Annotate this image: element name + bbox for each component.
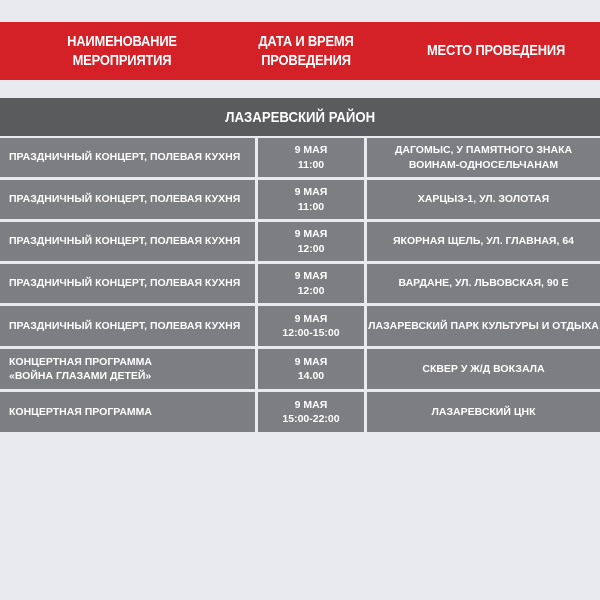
venue-line: ЛАЗАРЕВСКИЙ ЦНК bbox=[431, 405, 536, 418]
event-name-cell bbox=[0, 349, 255, 389]
table-row bbox=[0, 180, 600, 219]
event-date: 9 МАЯ bbox=[294, 398, 328, 411]
venue-line: ВАРДАНЕ, УЛ. ЛЬВОВСКАЯ, 90 Е bbox=[398, 277, 569, 290]
venue-line: ДАГОМЫС, У ПАМЯТНОГО ЗНАКА bbox=[394, 144, 573, 157]
event-date: 9 МАЯ bbox=[294, 270, 328, 283]
event-name-line: КОНЦЕРТНАЯ ПРОГРАММА bbox=[9, 355, 153, 368]
table-row bbox=[0, 222, 600, 261]
event-time: 11:00 bbox=[297, 200, 325, 213]
venue-cell bbox=[367, 349, 600, 389]
venue-cell bbox=[367, 180, 600, 219]
event-time: 12:00-15:00 bbox=[282, 327, 340, 339]
event-name-line: ПРАЗДНИЧНЫЙ КОНЦЕРТ, ПОЛЕВАЯ КУХНЯ bbox=[9, 235, 241, 248]
table-row bbox=[0, 138, 600, 177]
table-header bbox=[0, 22, 600, 80]
venue-line: ХАРЦЫЗ-1, УЛ. ЗОЛОТАЯ bbox=[417, 193, 550, 206]
event-date: 9 МАЯ bbox=[294, 355, 328, 368]
venue-cell bbox=[367, 138, 600, 177]
table-row bbox=[0, 349, 600, 389]
event-time: 15:00-22:00 bbox=[282, 413, 340, 425]
header-venue: МЕСТО ПРОВЕДЕНИЯ bbox=[426, 42, 566, 60]
event-name-cell bbox=[0, 180, 255, 219]
venue-cell bbox=[367, 264, 600, 303]
date-time-cell bbox=[258, 180, 364, 219]
district-title: ЛАЗАРЕВСКИЙ РАЙОН bbox=[0, 98, 600, 136]
events-table bbox=[0, 138, 600, 432]
event-time: 14.00 bbox=[297, 370, 325, 382]
venue-line: ЯКОРНАЯ ЩЕЛЬ, УЛ. ГЛАВНАЯ, 64 bbox=[393, 235, 574, 248]
date-time-cell bbox=[258, 392, 364, 432]
event-date: 9 МАЯ bbox=[294, 228, 328, 241]
venue-cell bbox=[367, 392, 600, 432]
date-time-cell bbox=[258, 222, 364, 261]
event-time: 12:00 bbox=[297, 284, 325, 297]
table-row bbox=[0, 306, 600, 346]
event-name-line: ПРАЗДНИЧНЫЙ КОНЦЕРТ, ПОЛЕВАЯ КУХНЯ bbox=[9, 193, 241, 206]
header-date-time: ДАТА И ВРЕМЯ ПРОВЕДЕНИЯ bbox=[258, 32, 354, 69]
date-time-cell bbox=[258, 306, 364, 346]
event-date: 9 МАЯ bbox=[294, 186, 328, 199]
event-name-line: ПРАЗДНИЧНЫЙ КОНЦЕРТ, ПОЛЕВАЯ КУХНЯ bbox=[9, 151, 241, 164]
event-name-line: КОНЦЕРТНАЯ ПРОГРАММА bbox=[9, 405, 153, 418]
event-name-cell bbox=[0, 392, 255, 432]
event-time: 12:00 bbox=[297, 242, 325, 255]
date-time-cell bbox=[258, 349, 364, 389]
table-row bbox=[0, 392, 600, 432]
venue-cell bbox=[367, 222, 600, 261]
date-time-cell bbox=[258, 138, 364, 177]
venue-cell bbox=[367, 306, 600, 346]
event-date: 9 МАЯ bbox=[294, 144, 328, 157]
venue-line: СКВЕР У Ж/Д ВОКЗАЛА bbox=[422, 362, 545, 375]
event-name-cell bbox=[0, 222, 255, 261]
date-time-cell bbox=[258, 264, 364, 303]
event-name-cell bbox=[0, 138, 255, 177]
header-event-name: НАИМЕНОВАНИЕ МЕРОПРИЯТИЯ bbox=[67, 32, 177, 69]
event-date: 9 МАЯ bbox=[294, 312, 328, 325]
event-name-line: ПРАЗДНИЧНЫЙ КОНЦЕРТ, ПОЛЕВАЯ КУХНЯ bbox=[9, 277, 241, 290]
event-name-cell bbox=[0, 264, 255, 303]
event-name-cell bbox=[0, 306, 255, 346]
event-name-line: ПРАЗДНИЧНЫЙ КОНЦЕРТ, ПОЛЕВАЯ КУХНЯ bbox=[9, 319, 241, 332]
venue-line: ВОИНАМ-ОДНОСЕЛЬЧАНАМ bbox=[408, 158, 559, 171]
table-row bbox=[0, 264, 600, 303]
event-time: 11:00 bbox=[297, 158, 325, 171]
venue-line: ЛАЗАРЕВСКИЙ ПАРК КУЛЬТУРЫ И ОТДЫХА bbox=[368, 319, 599, 332]
event-name-line: «ВОЙНА ГЛАЗАМИ ДЕТЕЙ» bbox=[9, 370, 152, 382]
